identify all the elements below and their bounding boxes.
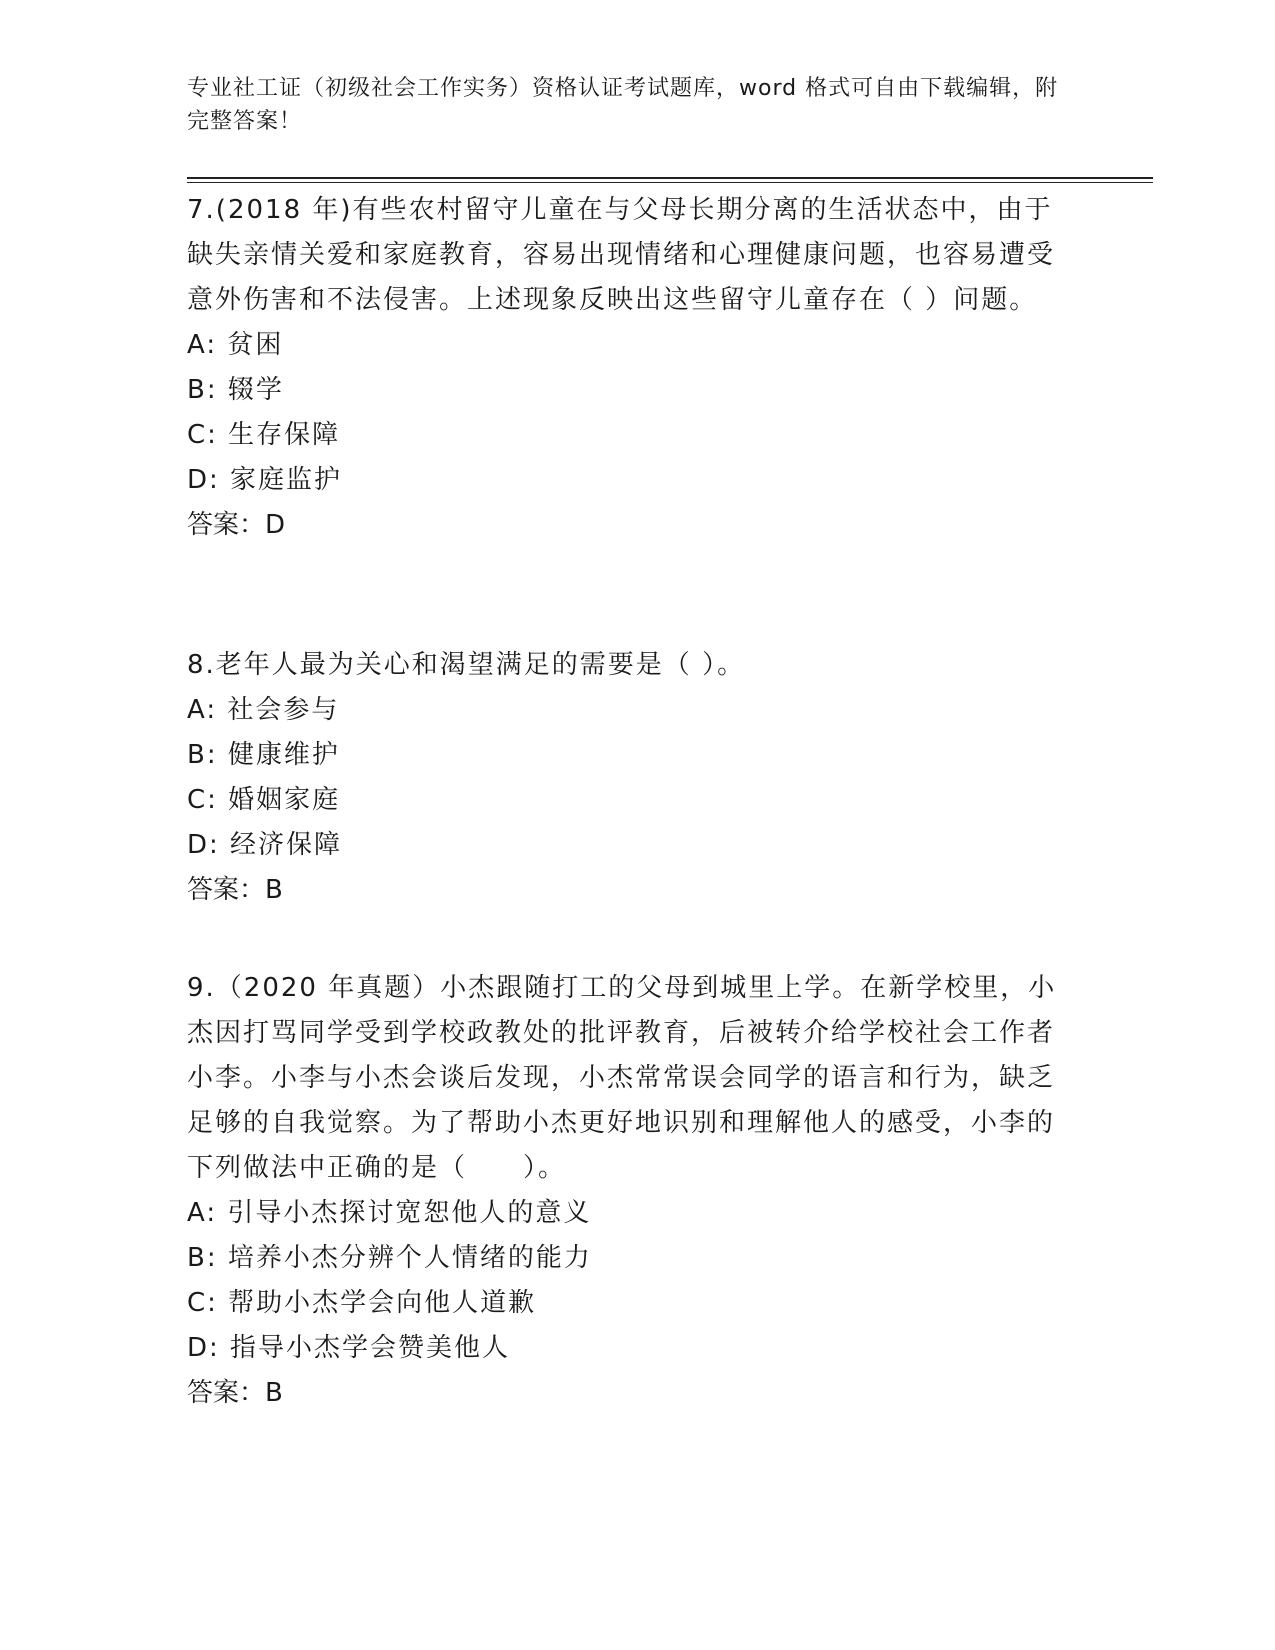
answer: 答案：D bbox=[187, 510, 286, 540]
header-rule-thin bbox=[187, 182, 1153, 183]
question-stem: 9.（2020 年真题）小杰跟随打工的父母到城里上学。在新学校里，小杰因打骂同学受到学校政教处的批评教育，后被转介给学校社会工作者小李。小李与小杰会谈后发现，小杰常常误会同学的语言和行为，缺乏足够的自我觉察。为了帮助小杰更好地识别和理解他人的感受，小李的下列做法中正确的是（ ）。 bbox=[187, 973, 1057, 1183]
option-c: C: 婚姻家庭 bbox=[187, 785, 341, 815]
question-7 bbox=[187, 188, 1077, 548]
answer: 答案：B bbox=[187, 1378, 283, 1408]
option-a: A: 贫困 bbox=[187, 330, 284, 360]
option-d: D: 指导小杰学会赞美他人 bbox=[187, 1333, 511, 1363]
option-a: A: 引导小杰探讨宽恕他人的意义 bbox=[187, 1198, 592, 1228]
header-rule-thick bbox=[187, 177, 1153, 179]
option-a: A: 社会参与 bbox=[187, 695, 340, 725]
answer: 答案：B bbox=[187, 875, 283, 905]
option-c: C: 帮助小杰学会向他人道歉 bbox=[187, 1288, 537, 1318]
document-header: 专业社工证（初级社会工作实务）资格认证考试题库，word 格式可自由下载编辑，附完整答案！ bbox=[187, 76, 1059, 134]
question-stem: 8.老年人最为关心和渴望满足的需要是（ ）。 bbox=[187, 650, 746, 680]
option-c: C: 生存保障 bbox=[187, 420, 341, 450]
option-b: B: 健康维护 bbox=[187, 740, 340, 770]
question-stem: 7.(2018 年)有些农村留守儿童在与父母长期分离的生活状态中，由于缺失亲情关爱和家庭教育，容易出现情绪和心理健康问题，也容易遭受意外伤害和不法侵害。上述现象反映出这些留守儿童存在（ ）问题。 bbox=[187, 195, 1056, 315]
option-d: D: 经济保障 bbox=[187, 830, 343, 860]
option-b: B: 培养小杰分辨个人情绪的能力 bbox=[187, 1243, 592, 1273]
question-9 bbox=[187, 966, 1077, 1416]
question-8 bbox=[187, 643, 1077, 913]
option-d: D: 家庭监护 bbox=[187, 465, 343, 495]
option-b: B: 辍学 bbox=[187, 375, 284, 405]
